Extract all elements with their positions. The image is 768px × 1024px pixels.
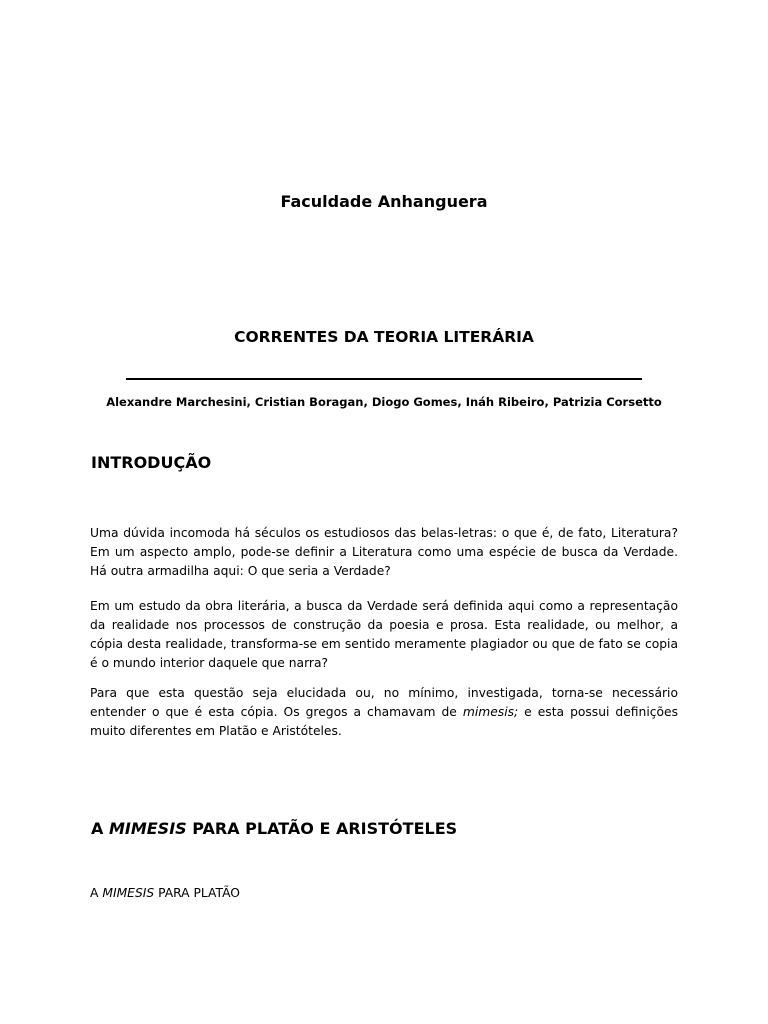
paragraph-3-italic-term: mimesis; xyxy=(462,705,519,719)
introduction-paragraph-2: Em um estudo da obra literária, a busca da Verdade será definida aqui como a representação da realidade nos processos de construção da poesia e prosa. Esta realidade, ou melhor, a cópia desta realidade, transforma-se em sentido meramente plagiador ou que de fato se copia é o mundo interior daquele que narra? xyxy=(90,599,678,670)
introduction-heading: INTRODUÇÃO xyxy=(91,453,212,472)
introduction-paragraph-3 xyxy=(90,684,678,741)
title-separator-line xyxy=(126,378,642,380)
paragraph-3-text-end: e esta possui definições muito diferentes em Platão e Aristóteles. xyxy=(90,705,679,738)
mimesis-subheading-suffix: PARA PLATÃO xyxy=(154,886,240,900)
mimesis-subheading-italic: MIMESIS xyxy=(102,886,155,900)
mimesis-subheading xyxy=(90,884,240,903)
paragraph-3-text-start: Para que esta questão seja elucidada ou, no mínimo, investigada, torna-se necessário entender o que é esta cópia. Os gregos a chamavam de xyxy=(90,686,678,719)
document-title: CORRENTES DA TEORIA LITERÁRIA xyxy=(234,328,534,346)
mimesis-section-heading xyxy=(91,819,457,839)
mimesis-subheading-prefix: A xyxy=(90,886,103,900)
introduction-paragraph-1: Uma dúvida incomoda há séculos os estudiosos das belas-letras: o que é, de fato, Literatura? Em um aspecto amplo, pode-se definir a Literatura como uma espécie de busca da Verdade. Há outra armadilha aqui: O que seria a Verdade? xyxy=(90,526,678,578)
mimesis-heading-prefix: A xyxy=(91,819,109,838)
authors-list: Alexandre Marchesini, Cristian Boragan, Diogo Gomes, Ináh Ribeiro, Patrizia Corsetto xyxy=(106,395,662,409)
mimesis-heading-italic: MIMESIS xyxy=(108,819,187,838)
mimesis-heading-suffix: PARA PLATÃO E ARISTÓTELES xyxy=(186,819,458,838)
institution-name: Faculdade Anhanguera xyxy=(280,192,488,211)
